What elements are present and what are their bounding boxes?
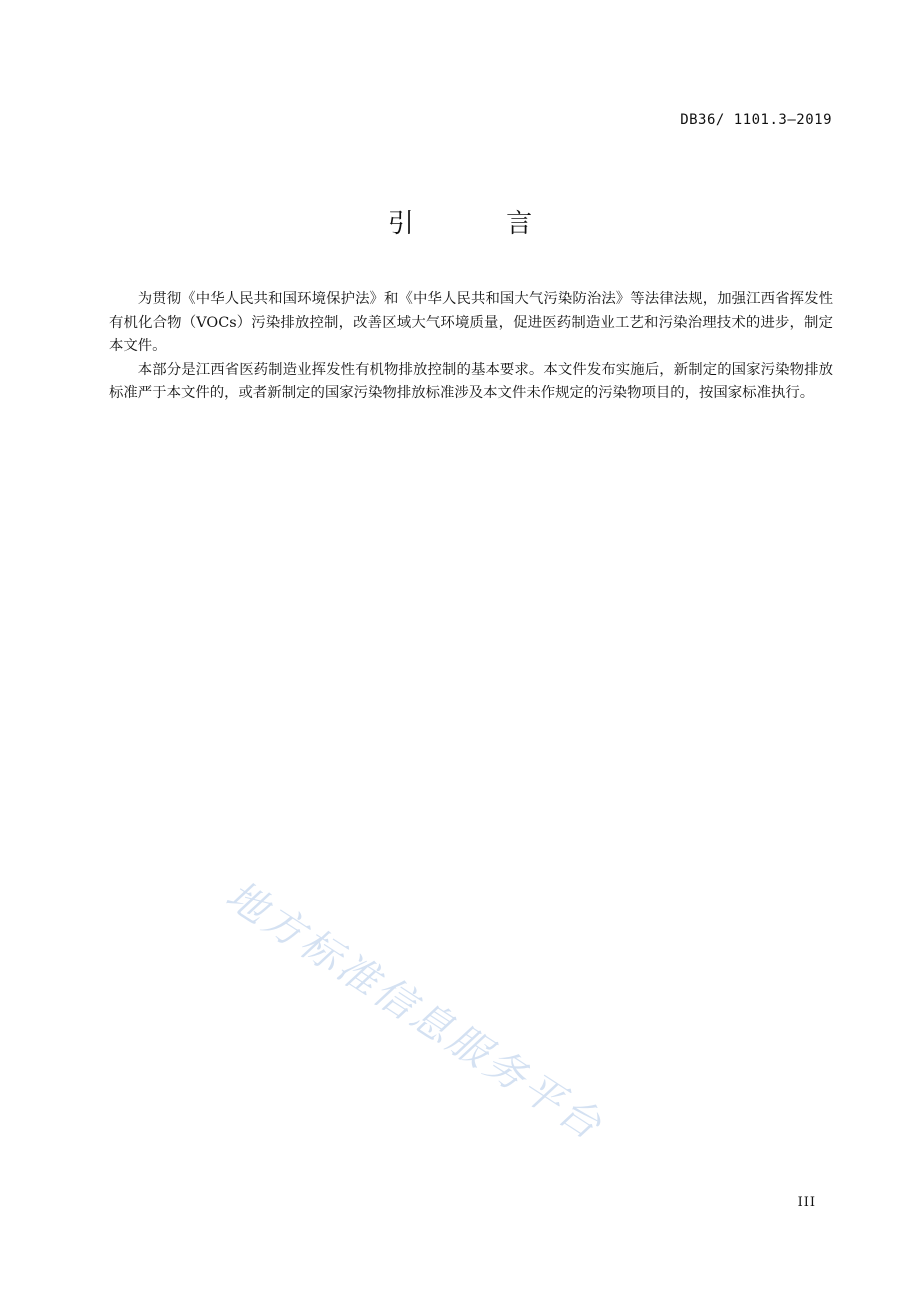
introduction-body (109, 288, 833, 406)
watermark: 地方标准信息服务平台 (217, 872, 612, 1151)
document-code: DB36/ 1101.3—2019 (680, 112, 832, 128)
page-number: III (797, 1195, 816, 1210)
paragraph-2: 本部分是江西省医药制造业挥发性有机物排放控制的基本要求。本文件发布实施后，新制定的国家污染物排放标准严于本文件的，或者新制定的国家污染物排放标准涉及本文件未作规定的污染物项目的，按国家标准执行。 (109, 361, 833, 401)
paragraph-1: 为贯彻《中华人民共和国环境保护法》和《中华人民共和国大气污染防治法》等法律法规，加强江西省挥发性有机化合物（VOCs）污染排放控制，改善区域大气环境质量，促进医药制造业工艺和污染治理技术的进步，制定本文件。 (109, 291, 833, 354)
page-title: 引 言 (387, 209, 575, 239)
